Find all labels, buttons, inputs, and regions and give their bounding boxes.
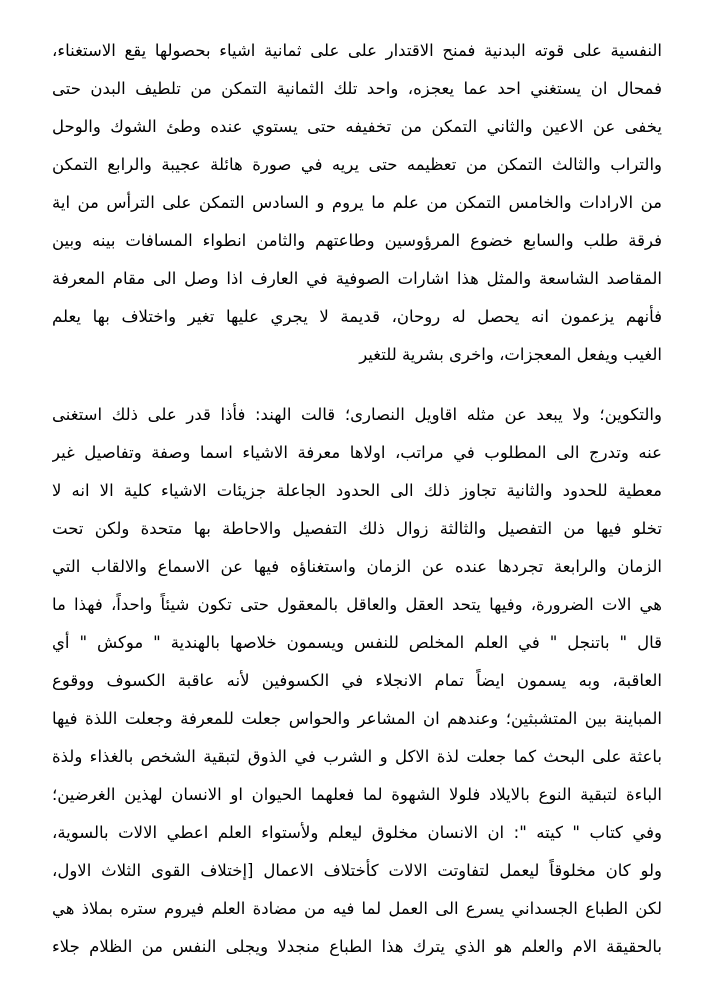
text-line: باعثة على البحث كما جعلت لذة الاكل و الشرب في الذوق لتبقية الشخص بالغذاء ولذة xyxy=(52,747,662,766)
text-line: عنه وتدرج الى المطلوب في مراتب، اولاها معرفة الاشياء اسما وصفة وتفاصيل غير xyxy=(52,443,662,462)
text-line: تخلو فيها من التفصيل والثالثة زوال ذلك التفصيل والاحاطة بها متحدة ولكن تحت xyxy=(52,519,662,538)
text-line: فمحال ان يستغني احد عما يعجزه، واحد تلك الثمانية التمكن من تلطيف البدن حتى xyxy=(52,79,662,98)
text-line: والتراب والثالث التمكن من تعظيمه حتى يريه في صورة هائلة عجيبة والرابع التمكن xyxy=(52,155,662,174)
paragraph-1 xyxy=(52,32,662,374)
text-line: النفسية على قوته البدنية فمنح الاقتدار على على ثمانية اشياء بحصولها يقع الاستغناء، xyxy=(52,41,662,60)
text-line: يخفى عن الاعين والثاني التمكن من تخفيفه حتى يستوي عنده وطئ الشوك والوحل xyxy=(52,117,662,136)
text-line: الزمان والرابعة تجردها عنده عن الزمان واستغناؤه فيها عن الاسماع والالقاب التي xyxy=(52,557,662,576)
text-line: معطية للحدود والثانية تجاوز ذلك الى الحدود الجاعلة جزيئات الاشياء كلية الا انه لا xyxy=(52,481,662,500)
text-line: قال " باتنجل " في العلم المخلص للنفس ويسمون خلاصها بالهندية " موكش " أي xyxy=(52,633,662,652)
text-line: الباءة لتبقية النوع بالايلاد فلولا الشهوة لما فعلهما الحيوان او الانسان لهذين الغرضين؛ xyxy=(52,785,662,804)
text-line: المباينة بين المتشبثين؛ وعندهم ان المشاعر والحواس جعلت للمعرفة وجعلت اللذة فيها xyxy=(52,709,662,728)
text-line: المقاصد الشاسعة والمثل هذا اشارات الصوفية في العارف اذا وصل الى مقام المعرفة xyxy=(52,269,662,288)
text-line: والتكوين؛ ولا يبعد عن مثله اقاويل النصارى؛ قالت الهند: فأذا قدر على ذلك استغنى xyxy=(52,405,662,424)
text-line: لكن الطباع الجسداني يسرع الى العمل لما فيه من مضادة العلم فيروم ستره بملاذ هي xyxy=(52,899,662,918)
text-line: فرقة طلب والسابع خضوع المرؤوسين وطاعتهم والثامن انطواء المسافات بينه وبين xyxy=(52,231,662,250)
paragraph-2 xyxy=(52,396,662,966)
text-line: ولو كان مخلوقاً ليعمل لتفاوتت الالات كأختلاف الاعمال [إختلاف القوى الثلاث الاول، xyxy=(52,861,662,880)
text-line: وفي كتاب " كيته ": ان الانسان مخلوق ليعلم ولأستواء العلم اعطي الالات بالسوية، xyxy=(52,823,662,842)
document-page xyxy=(52,32,662,966)
text-line: الغيب ويفعل المعجزات، واخرى بشرية للتغير xyxy=(359,345,662,364)
text-line: العاقبة، وبه يسمون ايضاً تمام الانجلاء في الكسوفين لأنه عاقبة الكسوف ووقوع xyxy=(52,671,662,690)
text-line: بالحقيقة الام والعلم هو الذي يترك هذا الطباع منجدلا ويجلى النفس من الظلام جلاء xyxy=(52,937,662,956)
paragraph-spacer xyxy=(52,374,662,396)
text-line: من الارادات والخامس التمكن من علم ما يروم و السادس التمكن على الترأس من اية xyxy=(52,193,662,212)
text-line: فأنهم يزعمون انه يحصل له روحان، قديمة لا يجري عليها تغير واختلاف بها يعلم xyxy=(52,307,662,326)
text-line: هي الات الضرورة، وفيها يتحد العقل والعاقل بالمعقول حتى تكون شيئاً واحداً، فهذا ما xyxy=(52,595,662,614)
